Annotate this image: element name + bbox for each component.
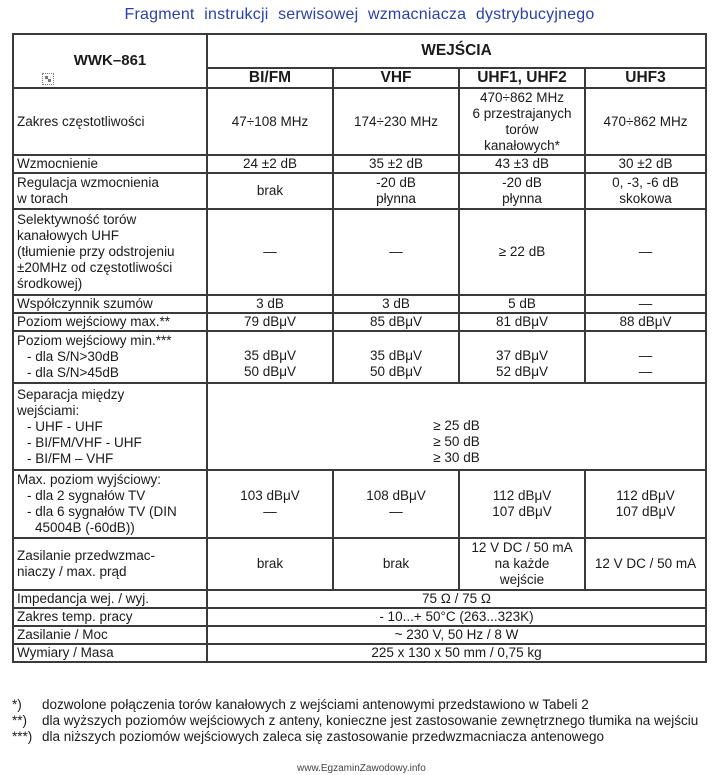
cell: 470÷862 MHz — [585, 88, 706, 155]
footnote — [12, 713, 707, 729]
label-line: Selektywność torów — [17, 212, 137, 227]
cell-line: płynna — [376, 191, 416, 206]
cell: 3 dB — [207, 295, 333, 313]
watermark: www.EgzaminZawodowy.info — [297, 763, 426, 774]
cell-line: 107 dBμV — [615, 504, 676, 519]
model-header — [13, 34, 207, 88]
footnote — [12, 729, 707, 745]
footnote-text: dozwolone połączenia torów kanałowych z wejściami antenowymi przedstawiono w Tabeli 2 — [42, 697, 589, 712]
cell-line: 37 dBμV — [495, 348, 549, 363]
cell: 75 Ω / 75 Ω — [207, 590, 706, 608]
cell-line: 107 dBμV — [492, 504, 552, 519]
label-sub-line: 45004B (-60dB)) — [35, 520, 135, 535]
cell-line: ≥ 50 dB — [433, 433, 480, 449]
label-line: Poziom wejściowy min.*** — [17, 333, 172, 348]
label-line: wejściami: — [17, 402, 80, 418]
table-row — [13, 608, 706, 626]
cell-line: 112 dBμV — [616, 488, 675, 503]
label-line: Separacja między — [17, 386, 125, 402]
cell: 225 x 130 x 50 mm / 0,75 kg — [207, 644, 706, 662]
cell: ≥ 22 dB — [459, 209, 585, 295]
cell: 12 V DC / 50 mA — [585, 538, 706, 590]
cell — [333, 331, 459, 383]
table-row — [13, 590, 706, 608]
cell — [207, 383, 706, 470]
cell: brak — [333, 538, 459, 590]
row-label: Zakres częstotliwości — [13, 88, 207, 155]
label-sub-line: - UHF - UHF — [27, 418, 103, 434]
cell — [207, 331, 333, 383]
footnote-text: dla wyższych poziomów wejściowych z anteny, konieczne jest zastosowanie zewnętrznego tłumika na wejściu — [42, 713, 699, 728]
cell-line: 6 przestrajanych — [472, 105, 572, 121]
page-title: Fragment instrukcji serwisowej wzmacniacza dystrybucyjnego — [124, 6, 595, 23]
cell-line: płynna — [502, 191, 542, 206]
table-row — [13, 470, 706, 538]
cell — [459, 173, 585, 209]
cell: 47÷108 MHz — [207, 88, 333, 155]
model-name: WWK–861 — [73, 52, 147, 69]
row-label: Zakres temp. pracy — [13, 608, 207, 626]
footnote-mark: ***) — [12, 729, 33, 744]
inputs-group-header: WEJŚCIA — [207, 34, 706, 68]
cell: 88 dBμV — [585, 313, 706, 331]
cell: 81 dBμV — [459, 313, 585, 331]
cell: — — [333, 209, 459, 295]
row-label — [13, 209, 207, 295]
table-row — [13, 644, 706, 662]
cell: - 10...+ 50°C (263...323K) — [207, 608, 706, 626]
cell: brak — [207, 538, 333, 590]
cell-line: ≥ 30 dB — [433, 449, 480, 465]
cell-line: wejście — [499, 572, 545, 587]
table-row — [13, 295, 706, 313]
cell: brak — [207, 173, 333, 209]
cell-line: — — [638, 364, 653, 379]
cell: 24 ±2 dB — [207, 155, 333, 173]
cell-line: 50 dBμV — [243, 364, 297, 379]
row-label — [13, 173, 207, 209]
label-line: w torach — [17, 191, 69, 206]
table-row — [13, 155, 706, 173]
row-label: Impedancja wej. / wyj. — [13, 590, 207, 608]
cell: ~ 230 V, 50 Hz / 8 W — [207, 626, 706, 644]
row-label — [13, 383, 207, 470]
cell — [459, 470, 585, 538]
cell-line: 0, -3, -6 dB — [612, 175, 679, 190]
label-line: niaczy / max. prąd — [17, 564, 127, 579]
row-label: Współczynnik szumów — [13, 295, 207, 313]
col-header-vhf: VHF — [333, 68, 459, 88]
cell — [459, 538, 585, 590]
table-row — [13, 313, 706, 331]
label-line: ±20MHz od częstotliwości — [17, 260, 173, 275]
cell-line: 50 dBμV — [369, 364, 423, 379]
label-sub-line: - BI/FM – VHF — [27, 450, 114, 466]
row-label — [13, 331, 207, 383]
cell — [459, 88, 585, 155]
row-label — [13, 538, 207, 590]
row-label: Wymiary / Masa — [13, 644, 207, 662]
cell: 174÷230 MHz — [333, 88, 459, 155]
table-row — [13, 626, 706, 644]
cell: 85 dBμV — [333, 313, 459, 331]
row-label: Zasilanie / Moc — [13, 626, 207, 644]
table-row — [13, 173, 706, 209]
cell-line: 112 dBμV — [492, 488, 552, 503]
table-row — [13, 209, 706, 295]
spec-table — [12, 33, 707, 663]
cell: 79 dBμV — [207, 313, 333, 331]
label-sub-line: - BI/FM/VHF - UHF — [27, 434, 142, 450]
footnote-mark: *) — [12, 697, 22, 712]
cell-line: -20 dB — [376, 175, 416, 190]
cell — [585, 470, 706, 538]
cell-line: — — [389, 504, 403, 519]
row-label: Wzmocnienie — [13, 155, 207, 173]
footnote-mark: **) — [12, 713, 28, 728]
cell: 35 ±2 dB — [333, 155, 459, 173]
label-sub-line: - dla S/N>30dB — [27, 349, 119, 364]
cell — [333, 470, 459, 538]
cell — [207, 470, 333, 538]
cell: — — [207, 209, 333, 295]
table-row — [13, 331, 706, 383]
cell: 30 ±2 dB — [585, 155, 706, 173]
qr-code-icon — [42, 73, 54, 85]
row-label: Poziom wejściowy max.** — [13, 313, 207, 331]
cell — [333, 173, 459, 209]
label-line: Max. poziom wyjściowy: — [17, 472, 162, 487]
cell: 43 ±3 dB — [459, 155, 585, 173]
cell-line: 35 dBμV — [243, 348, 297, 363]
cell-line: na każde — [494, 556, 550, 571]
cell: 5 dB — [459, 295, 585, 313]
cell-line: 52 dBμV — [495, 364, 549, 379]
label-line: kanałowych UHF — [17, 228, 120, 243]
cell-line: skokowa — [619, 191, 672, 206]
table-row — [13, 538, 706, 590]
cell-line: -20 dB — [502, 175, 542, 190]
label-line: Zasilanie przedwzmac- — [17, 548, 156, 563]
cell — [585, 331, 706, 383]
label-sub-line: - dla 6 sygnałów TV (DIN — [27, 504, 177, 519]
cell-line: 12 V DC / 50 mA — [471, 540, 573, 555]
cell: — — [585, 209, 706, 295]
cell — [585, 173, 706, 209]
label-line: Regulacja wzmocnienia — [17, 175, 159, 190]
cell-line: — — [638, 348, 653, 363]
cell: 3 dB — [333, 295, 459, 313]
cell-line: kanałowych* — [484, 137, 560, 153]
footnote-text: dla niższych poziomów wejściowych zaleca się zastosowanie przedwzmacniacza antenowego — [42, 729, 605, 744]
cell — [459, 331, 585, 383]
footnote — [12, 697, 707, 713]
cell-line: — — [263, 504, 277, 519]
cell-line: 470÷862 MHz — [480, 89, 564, 105]
label-line: (tłumienie przy odstrojeniu — [17, 244, 175, 259]
row-label — [13, 470, 207, 538]
table-row — [13, 383, 706, 470]
cell-line: ≥ 25 dB — [433, 417, 480, 433]
table-row — [13, 88, 706, 155]
label-sub-line: - dla S/N>45dB — [27, 365, 119, 380]
col-header-uhf12: UHF1, UHF2 — [459, 68, 585, 88]
col-header-bifm: BI/FM — [207, 68, 333, 88]
label-sub-line: - dla 2 sygnałów TV — [27, 488, 146, 503]
cell: — — [585, 295, 706, 313]
cell-line: 103 dBμV — [240, 488, 300, 503]
cell-line: 35 dBμV — [369, 348, 423, 363]
cell-line: torów — [505, 121, 539, 137]
cell-line: 108 dBμV — [366, 488, 426, 503]
col-header-uhf3: UHF3 — [585, 68, 706, 88]
footnotes — [12, 697, 707, 745]
label-line: środkowej) — [17, 276, 83, 291]
